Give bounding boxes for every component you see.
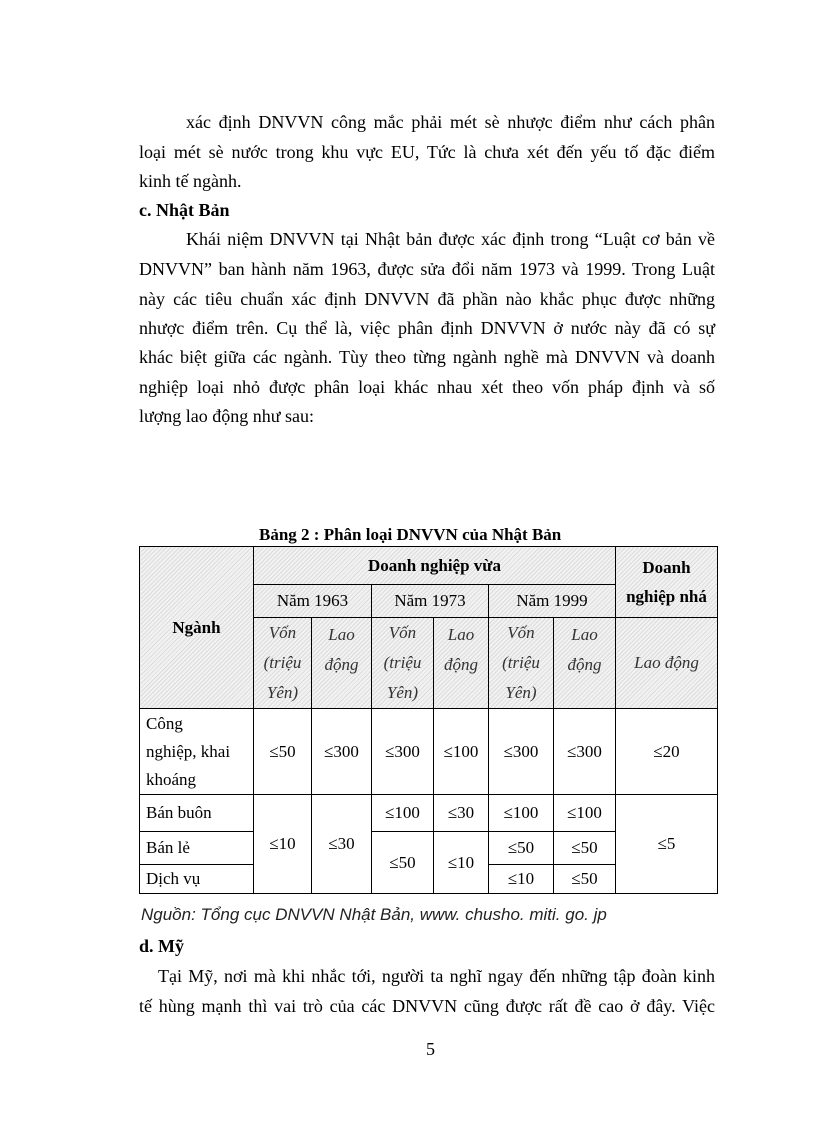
row-industry-labor-1963: ≤300 <box>312 709 372 795</box>
paragraph1-line1: xác định DNVVN công mắc phải mét sè nhược điểm như cách phân <box>186 112 715 132</box>
capital-label-line1: Vốn <box>268 623 297 642</box>
paragraph2-line1: Khái niệm DNVVN tại Nhật bản được xác định trong “Luật cơ bản về <box>186 229 715 249</box>
row-wholesale-capital-1999: ≤100 <box>489 795 554 832</box>
row-industry-name-line1: Công <box>146 713 183 733</box>
paragraph2-line6: nghiệp loại nhỏ được phân loại khác nhau xét theo vốn pháp định và số <box>139 377 715 397</box>
row-industry-small-labor: ≤20 <box>616 709 718 795</box>
row-retail-capital-1999: ≤50 <box>489 832 554 865</box>
row-retail-name: Bán lẻ <box>140 832 254 865</box>
row-wholesale-labor-1973: ≤30 <box>434 795 489 832</box>
labor-label-line1: Lao <box>571 625 598 644</box>
merged-capital-1973: ≤50 <box>372 832 434 894</box>
labor-label-line2: động <box>567 655 602 674</box>
row-industry-name-line3: khoáng <box>146 769 197 789</box>
row-industry-capital-1973: ≤300 <box>372 709 434 795</box>
header-nganh: Ngành <box>140 547 254 709</box>
header-labor-1963 <box>312 618 372 709</box>
paragraph2-line3: này các tiêu chuẩn xác định DNVVN đã phần nào khắc phục được những <box>139 289 715 309</box>
page-number: 5 <box>426 1039 435 1059</box>
merged-small-labor: ≤5 <box>616 795 718 894</box>
table-row <box>140 709 718 795</box>
labor-label-line1: Lao <box>328 625 355 644</box>
merged-labor-1963: ≤30 <box>312 795 372 894</box>
row-service-labor-1999: ≤50 <box>554 865 616 894</box>
row-service-name: Dịch vụ <box>140 865 254 894</box>
header-small-line2: nghiệp nhá <box>626 587 707 606</box>
paragraph2-line2: DNVVN” ban hành năm 1963, được sửa đổi năm 1973 và 1999. Trong Luật <box>139 259 715 279</box>
paragraph2-line5: khác biệt giữa các ngành. Tùy theo từng ngành nghề mà DNVVN và doanh <box>139 347 715 367</box>
header-year-1963: Năm 1963 <box>254 585 372 618</box>
row-industry-name-line2: nghiệp, khai <box>146 741 231 761</box>
capital-label-line3: Yên) <box>266 683 299 702</box>
table-caption: Bảng 2 : Phân loại DNVVN của Nhật Bản <box>259 525 562 544</box>
row-service-capital-1999: ≤10 <box>489 865 554 894</box>
section-d-heading: d. Mỹ <box>139 936 184 956</box>
capital-label-line3: Yên) <box>386 683 419 702</box>
row-industry-capital-1963: ≤50 <box>254 709 312 795</box>
labor-label-line2: động <box>444 655 478 674</box>
paragraph3-line1: Tại Mỹ, nơi mà khi nhắc tới, người ta nghĩ ngay đến những tập đoàn kinh <box>158 966 715 986</box>
row-industry-capital-1999: ≤300 <box>489 709 554 795</box>
paragraph3-line2: tế hùng mạnh thì vai trò của các DNVVN cũng được rất đề cao ở đây. Việc <box>139 996 715 1016</box>
capital-label-line1: Vốn <box>507 623 535 642</box>
header-year-1973: Năm 1973 <box>372 585 489 618</box>
labor-label-line2: động <box>324 655 359 674</box>
merged-capital-1963: ≤10 <box>254 795 312 894</box>
row-wholesale-name: Bán buôn <box>140 795 254 832</box>
header-small-enterprise <box>616 547 718 618</box>
header-small-line1: Doanh <box>642 558 691 577</box>
header-year-1999: Năm 1999 <box>489 585 616 618</box>
capital-label-line1: Vốn <box>388 623 417 642</box>
row-wholesale-capital-1973: ≤100 <box>372 795 434 832</box>
header-labor-1973 <box>434 618 489 709</box>
header-small-labor: Lao động <box>616 618 718 709</box>
paragraph1-line2: loại mét sè nước trong khu vực EU, Tức là chưa xét đến yếu tố đặc điểm <box>139 142 715 162</box>
header-labor-1999 <box>554 618 616 709</box>
row-industry-labor-1973: ≤100 <box>434 709 489 795</box>
capital-label-line2: (triệu <box>502 653 540 672</box>
labor-label-line1: Lao <box>447 625 475 644</box>
header-medium-enterprise: Doanh nghiệp vừa <box>254 547 616 585</box>
source-note: Nguồn: Tổng cục DNVVN Nhật Bản, www. chusho. miti. go. jp <box>141 905 607 924</box>
row-wholesale-labor-1999: ≤100 <box>554 795 616 832</box>
row-retail-labor-1999: ≤50 <box>554 832 616 865</box>
header-capital-1963 <box>254 618 312 709</box>
section-c-heading: c. Nhật Bản <box>139 200 230 220</box>
paragraph2-line4: nhược điểm trên. Cụ thể là, việc phân định DNVVN ở nước này đã có sự <box>139 318 715 338</box>
classification-table <box>139 546 718 894</box>
paragraph2-line7: lượng lao động như sau: <box>139 406 315 426</box>
merged-labor-1973: ≤10 <box>434 832 489 894</box>
capital-label-line2: (triệu <box>383 653 422 672</box>
header-capital-1999 <box>489 618 554 709</box>
table-row <box>140 795 718 832</box>
capital-label-line3: Yên) <box>505 683 537 702</box>
header-capital-1973 <box>372 618 434 709</box>
paragraph1-line3: kinh tế ngành. <box>139 171 242 191</box>
capital-label-line2: (triệu <box>263 653 302 672</box>
row-industry-labor-1999: ≤300 <box>554 709 616 795</box>
row-industry-name <box>140 709 254 795</box>
